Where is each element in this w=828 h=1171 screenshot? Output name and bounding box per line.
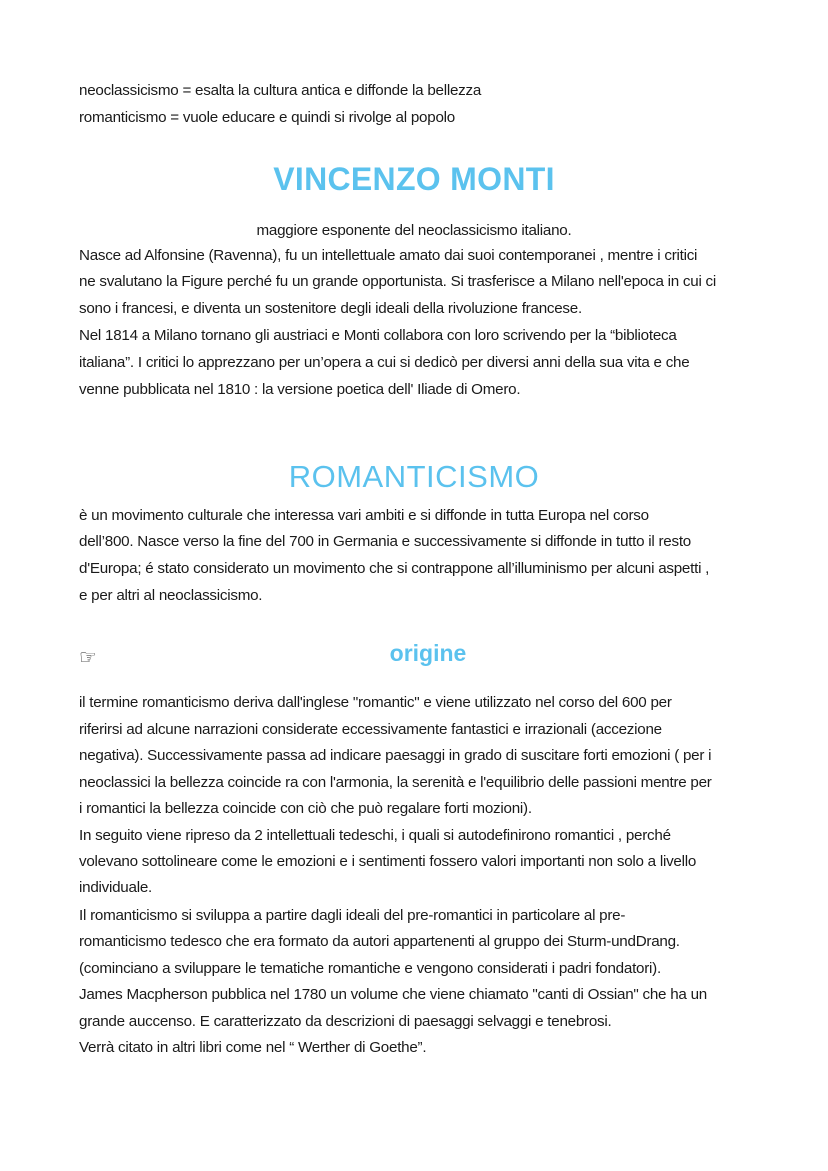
- monti-line: sono i francesi, e diventa un sostenitore degli ideali della rivoluzione francese.: [79, 300, 582, 317]
- origine-line: James Macpherson pubblica nel 1780 un volume che viene chiamato "canti di Ossian" che ha un: [79, 986, 707, 1003]
- origine-line: il termine romanticismo deriva dall'inglese "romantic" e viene utilizzato nel corso del 600 per: [79, 694, 672, 711]
- origine-line: romanticismo tedesco che era formato da autori appartenenti al gruppo dei Sturm-undDrang.: [79, 933, 680, 950]
- heading-origine: origine: [389, 640, 467, 666]
- origine-line: i romantici la bellezza coincide con ciò che può regalare forti mozioni).: [79, 800, 532, 817]
- heading-vincenzo-monti: VINCENZO MONTI: [273, 161, 555, 197]
- romanticismo-line: e per altri al neoclassicismo.: [79, 587, 263, 604]
- monti-line: ne svalutano la Figure perché fu un grande opportunista. Si trasferisce a Milano nell'epoca in cui ci: [79, 273, 717, 290]
- monti-line: Nel 1814 a Milano tornano gli austriaci e Monti collabora con loro scrivendo per la “biblioteca: [79, 327, 677, 344]
- origine-line: negativa). Successivamente passa ad indicare paesaggi in grado di suscitare forti emozioni ( per i: [79, 747, 712, 764]
- monti-line: Nasce ad Alfonsine (Ravenna), fu un intellettuale amato dai suoi contemporanei , mentre i critici: [79, 247, 698, 264]
- intro-line-neoclassicismo: neoclassicismo = esalta la cultura antica e diffonde la bellezza: [79, 82, 482, 99]
- monti-line: venne pubblicata nel 1810 : la versione poetica dell' Iliade di Omero.: [79, 381, 521, 398]
- origine-line: individuale.: [79, 879, 152, 896]
- origine-line: Il romanticismo si sviluppa a partire dagli ideali del pre-romantici in particolare al pre-: [79, 907, 626, 924]
- romanticismo-line: è un movimento culturale che interessa vari ambiti e si diffonde in tutta Europa nel corso: [79, 507, 649, 524]
- intro-line-romanticismo: romanticismo = vuole educare e quindi si rivolge al popolo: [79, 109, 455, 126]
- romanticismo-line: d'Europa; é stato considerato un movimento che si contrappone all’illuminismo per alcuni aspetti ,: [79, 560, 710, 577]
- monti-subtitle: maggiore esponente del neoclassicismo italiano.: [256, 222, 572, 239]
- monti-line: italiana”. I critici lo apprezzano per un’opera a cui si dedicò per diversi anni della sua vita e che: [79, 354, 690, 371]
- pointing-hand-icon: ☞: [79, 645, 97, 669]
- origine-line: volevano sottolineare come le emozioni e i sentimenti fossero valori importanti non solo a livello: [79, 853, 697, 870]
- origine-line: neoclassici la bellezza coincide ra con l'armonia, la serenità e l'equilibrio delle passioni mentre per: [79, 774, 712, 791]
- origine-line: Verrà citato in altri libri come nel “ Werther di Goethe”.: [79, 1039, 427, 1056]
- origine-line: riferirsi ad alcune narrazioni considerate eccessivamente fantastici e irrazionali (accezione: [79, 721, 662, 738]
- heading-romanticismo: ROMANTICISMO: [288, 459, 540, 494]
- origine-line: (cominciano a sviluppare le tematiche romantiche e vengono considerati i padri fondatori).: [79, 960, 661, 977]
- origine-line: In seguito viene ripreso da 2 intellettuali tedeschi, i quali si autodefinirono romantici , perché: [79, 827, 671, 844]
- origine-line: grande auccenso. E caratterizzato da descrizioni di paesaggi selvaggi e tenebrosi.: [79, 1013, 612, 1030]
- romanticismo-line: dell’800. Nasce verso la fine del 700 in Germania e successivamente si diffonde in tutto il resto: [79, 533, 692, 550]
